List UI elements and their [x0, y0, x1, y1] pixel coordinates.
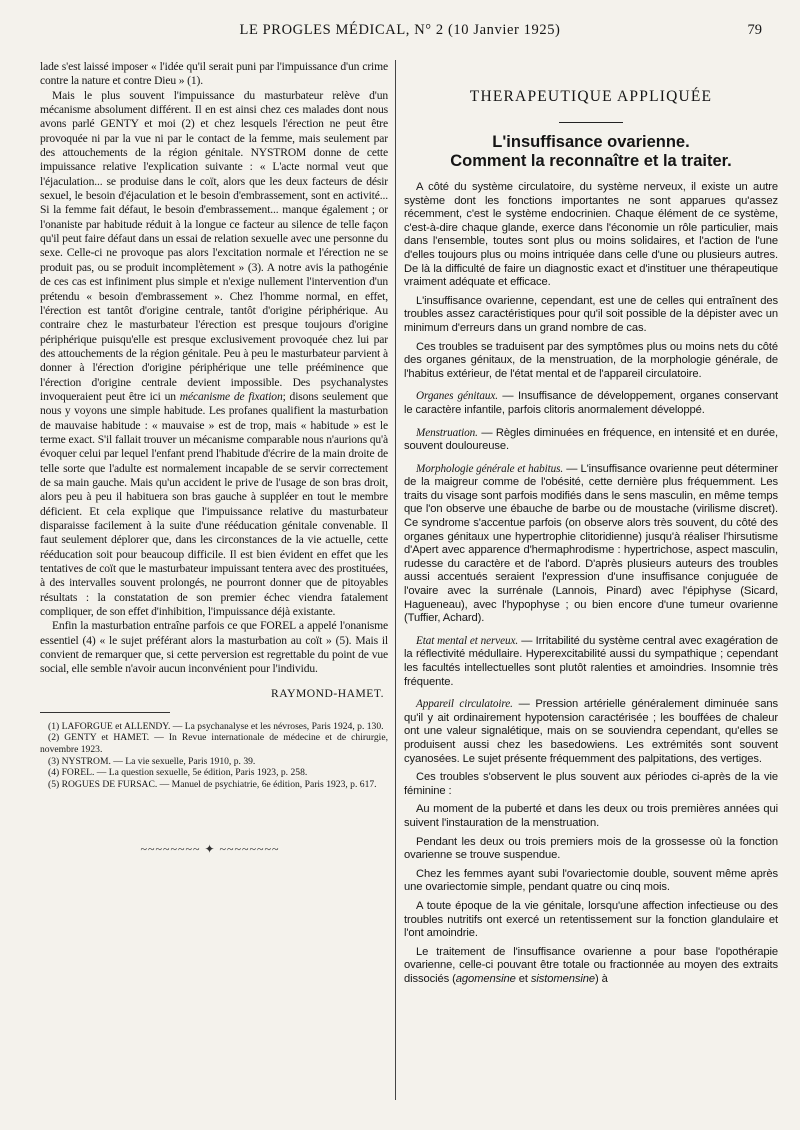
menstruation-paragraph — [404, 427, 778, 454]
treatment-italic-1: agomensine — [455, 972, 516, 985]
title-rule — [559, 122, 623, 123]
period-pregnancy: Pendant les deux ou trois premiers mois de la grossesse où la fonction ovarienne se trouve suspendue. — [404, 835, 778, 862]
author-signature: RAYMOND-HAMET. — [271, 686, 384, 700]
italic-phrase: mécanisme de fixation — [179, 389, 283, 403]
running-head: LE PROGLES MÉDICAL, N° 2 (10 Janvier 1925) — [239, 22, 561, 38]
treatment-mid: et — [515, 972, 531, 985]
morphologie-lead-in: Morphologie générale et habitus. — [416, 462, 564, 475]
footnote-3: (3) NYSTROM. — La vie sexuelle, Paris 1910, p. 39. — [48, 755, 256, 767]
section-title: THERAPEUTIQUE APPLIQUÉE — [469, 88, 713, 105]
page-number: 79 — [747, 22, 762, 38]
left-paragraph-2-text: Mais le plus souvent l'impuissance du masturbateur relève d'un mécanisme absolument différent. Il en est ainsi chez ces malades dont nous avons parlé GENTY et moi (2) et chez lesquels l'érection ne peut être provoquée ni par la vue ni par le contact de la femme, mais seulement par des attouchements de la région génitale. NYSTROM donne de cette impuissance relative l'explication suivante : « L'acte normal veut que l'éjaculation... se produise dans le coït, alors que les deux facteurs de désir sexuel, le besoin d'éjaculation et le besoin d'embrassement, sont en activité... Si la femme fait défaut, le besoin d'embrassement... manque également ; or l'onaniste par habitude réduit à la longue ce facteur au silence de telle façon qu'il peut faire défaut dans un essai de relation sexuelle avec une personne du sexe. Celle-ci ne provoque pas alors l'excitation normale et l'érection ne se produit pas, ou se produit incomplètement » (3). A notre avis la pathogénie de ces cas est infiniment plus simple et n'exige nullement l'intervention d'un prétendu « besoin d'embrassement ». Chez l'homme normal, en effet, l'érection est tantôt d'origine centrale, tantôt d'origine périphérique. Au contraire chez le masturbateur l'érection est presque toujours d'origine périphérique puisqu'elle est presque exclusivement provoquée chez lui par des attouchements de la région génitale. Peu à peu le masturbateur parvient à donner à l'érection d'origine périphérique une telle prééminence que l'érection d'origine centrale devient impossible. Des psychanalystes invoqueraient peut être ici un — [40, 88, 388, 403]
intro-paragraph-3: Ces troubles se traduisent par des symptômes plus ou moins nets du côté des organes génitaux, de la menstruation, de la morphologie générale, de l'habitus extérieur, de l'état mental et de l'appareil circulatoire. — [404, 340, 778, 380]
appareil-text: — Pression artérielle généralement diminuée sans qu'il y ait ordinairement hypotension caractérisée ; les bouffées de chaleur ont une valeur signalétique, mais on se souviendra cependant, qu'elles se produisent aussi chez les basedowiens. Les extrémités sont souvent cyanosées. Le sujet présente fréquemment des palpitations, des vertiges. — [404, 698, 778, 765]
etat-lead-in: Etat mental et nerveux. — [416, 634, 519, 647]
periods-intro: Ces troubles s'observent le plus souvent aux périodes ci-après de la vie féminine : — [404, 771, 778, 797]
intro-paragraph-1: A côté du système circulatoire, du système nerveux, il existe un autre système dont les fonctions importantes ne sont apparues qu'assez récemment, c'est le système endocrinien. Chaque élément de ce système, c'est-à-dire chaque glande, exerce dans l'économie un rôle particulier, mais dans l'ensemble, toutes sont plus ou moins solidaires, et l'action de l'une d'elles toujours plus ou moins intriquée dans celle d'une ou plusieurs autres. De là la difficulté de faire un diagnostic exact et d'instituer une thérapeutique vraiment adéquate et efficace. — [404, 181, 778, 289]
period-puberty: Au moment de la puberté et dans les deux ou trois premières années qui suivent l'instauration de la menstruation. — [404, 803, 778, 829]
right-column — [404, 60, 778, 1110]
menstruation-text: — Règles diminuées en fréquence, en intensité et en durée, souvent douloureuse. — [404, 426, 778, 453]
left-paragraph-1: lade s'est laissé imposer « l'idée qu'il serait puni par l'impuissance d'un crime contre la nature et contre Dieu » (1). — [40, 60, 388, 88]
page-header — [0, 22, 800, 46]
article-title-line-2: Comment la reconnaître et la traiter. — [450, 152, 732, 170]
footnote-5: (5) ROGUES DE FURSAC. — Manuel de psychiatrie, 6e édition, Paris 1923, p. 617. — [48, 778, 377, 790]
appareil-paragraph — [404, 698, 778, 766]
treatment-italic-2: sistomensine — [530, 972, 595, 985]
treatment-end: ) à — [594, 972, 608, 985]
footnotes — [40, 721, 388, 791]
left-paragraph-2 — [40, 89, 388, 620]
left-column — [40, 60, 388, 1060]
appareil-lead-in: Appareil circulatoire. — [416, 698, 513, 711]
footnote-4: (4) FOREL. — La question sexuelle, 5e édition, Paris 1923, p. 258. — [48, 767, 308, 779]
intro-paragraph-2: L'insuffisance ovarienne, cependant, est une de celles qui entraînent des troubles assez caractéristiques pour qu'il soit possible de la dépister avec un minimum d'erreurs dans un grand nombre de cas. — [404, 294, 778, 334]
footnote-1: (1) LAFORGUE et ALLENDY. — La psychanalyse et les névroses, Paris 1924, p. 130. — [48, 720, 384, 732]
article-title-line-1: L'insuffisance ovarienne. — [492, 133, 690, 151]
period-genital-life: A toute époque de la vie génitale, lorsqu'une affection infectieuse ou des troubles nutritifs ont exercé un retentissement sur la fonction glandulaire et l'ont amoindrie. — [404, 899, 778, 940]
left-paragraph-2-cont: ; disons seulement que nous y voyons une simple habitude. Les profanes qualifient la masturbation de mauvaise habitude : « mauvaise » est de trop, mais « habitude » est le terme exact. S'il fallait trouver un mécanisme comparable nous n'aurions qu'à évoquer celui par lequel l'enfant prend l'habitude d'écrire de la main droite de telle sorte que l'adulte est normalement incapable de se servir correctement de sa main gauche. Mais qu'un accident le prive de l'usage de son bras droit, alors peu à peu il habituera son bras gauche à suppléer en tout le membre déficient. Et cela explique que l'impuissance relative du masturbateur disparaisse facilement à la suite d'une rééducation génitale convenable. Il faut seulement déplorer que, dans les circonstances de la vie actuelle, cette rééducation soit pour beaucoup difficile. Il est bien évident en effet que les tentatives de coït que le masturbateur impuissant tentera avec des prostituées, à des intervalles souvent prolongés, ne pourront donner que de pitoyables résultats : la constatation de son premier échec viendra fatalement compliquer, de son effet d'inhibition, l'impuissance déjà existante. — [40, 389, 388, 619]
organes-lead-in: Organes génitaux. — [416, 390, 498, 403]
left-paragraph-3: Enfin la masturbation entraîne parfois ce que FOREL a appelé l'onanisme essentiel (4) « le sujet préférant alors la masturbation au coït » (5). Mais il convient de remarquer que, si cette perversion est regrettable du point de vue social, elle semble n'avoir aucun inconvénient pour l'individu. — [40, 619, 388, 676]
organes-paragraph — [404, 390, 778, 417]
etat-paragraph — [404, 635, 778, 689]
period-ovariectomy: Chez les femmes ayant subi l'ovariectomie double, souvent même après une ovariectomie simple, pendant quatre ou cinq mois. — [404, 867, 778, 894]
menstruation-lead-in: Menstruation. — [416, 426, 478, 439]
ornament-divider: ~~~~~~~~ ✦ ~~~~~~~~ — [140, 842, 280, 857]
organes-text: — Insuffisance de développement, organes conservant le caractère infantile, parfois clitoris anormalement développé. — [404, 390, 778, 416]
column-divider — [395, 60, 396, 1100]
treatment-text: Le traitement de l'insuffisance ovarienne a pour base l'opothérapie ovarienne, celle-ci pouvant être totale ou fractionnée au moyen des extraits dissociés ( — [404, 945, 778, 985]
treatment-paragraph — [404, 946, 778, 987]
footnote-rule — [40, 712, 170, 713]
article-title — [404, 133, 778, 171]
morphologie-paragraph — [404, 463, 778, 626]
morphologie-text: — L'insuffisance ovarienne peut déterminer de la maigreur comme de l'obésité, cette dernière plus fréquemment. Les traits du visage sont parfois modifiés dans le sens masculin, en même temps que l'on observe une ébauche de barbe ou de moustache (virilisme discret). Ce syndrome s'accentue parfois (on observe alors très souvent, du côté des organes génitaux une hypertrophie clitoridienne) jusqu'à réaliser l'hirsutisme d'Apert avec apparence d'hermaphrodisme : hypertrichose, aspect masculin, rudesse du caractère et de l'abord. D'après plusieurs auteurs des troubles aussi accentués seraient l'expression d'une insuffisance conjuguée de l'ovaire avec la surrénale (Lannois, Pinard) avec l'épiphyse (Sicard, Hagueneau), avec l'hypophyse ; ou bien encore d'une tumeur ovarienne (Tuffier, Achard). — [404, 462, 778, 625]
etat-text: — Irritabilité du système central avec exagération de la réflectivité médullaire. Hyperexcitabilité aussi du sympathique ; cependant les facultés intellectuelles sont plutôt ralenties et amoindries. Insomnie très fréquente. — [404, 634, 778, 688]
footnote-2: (2) GENTY et HAMET. — In Revue internationale de médecine et de chirurgie, novembre 1923. — [40, 732, 388, 755]
